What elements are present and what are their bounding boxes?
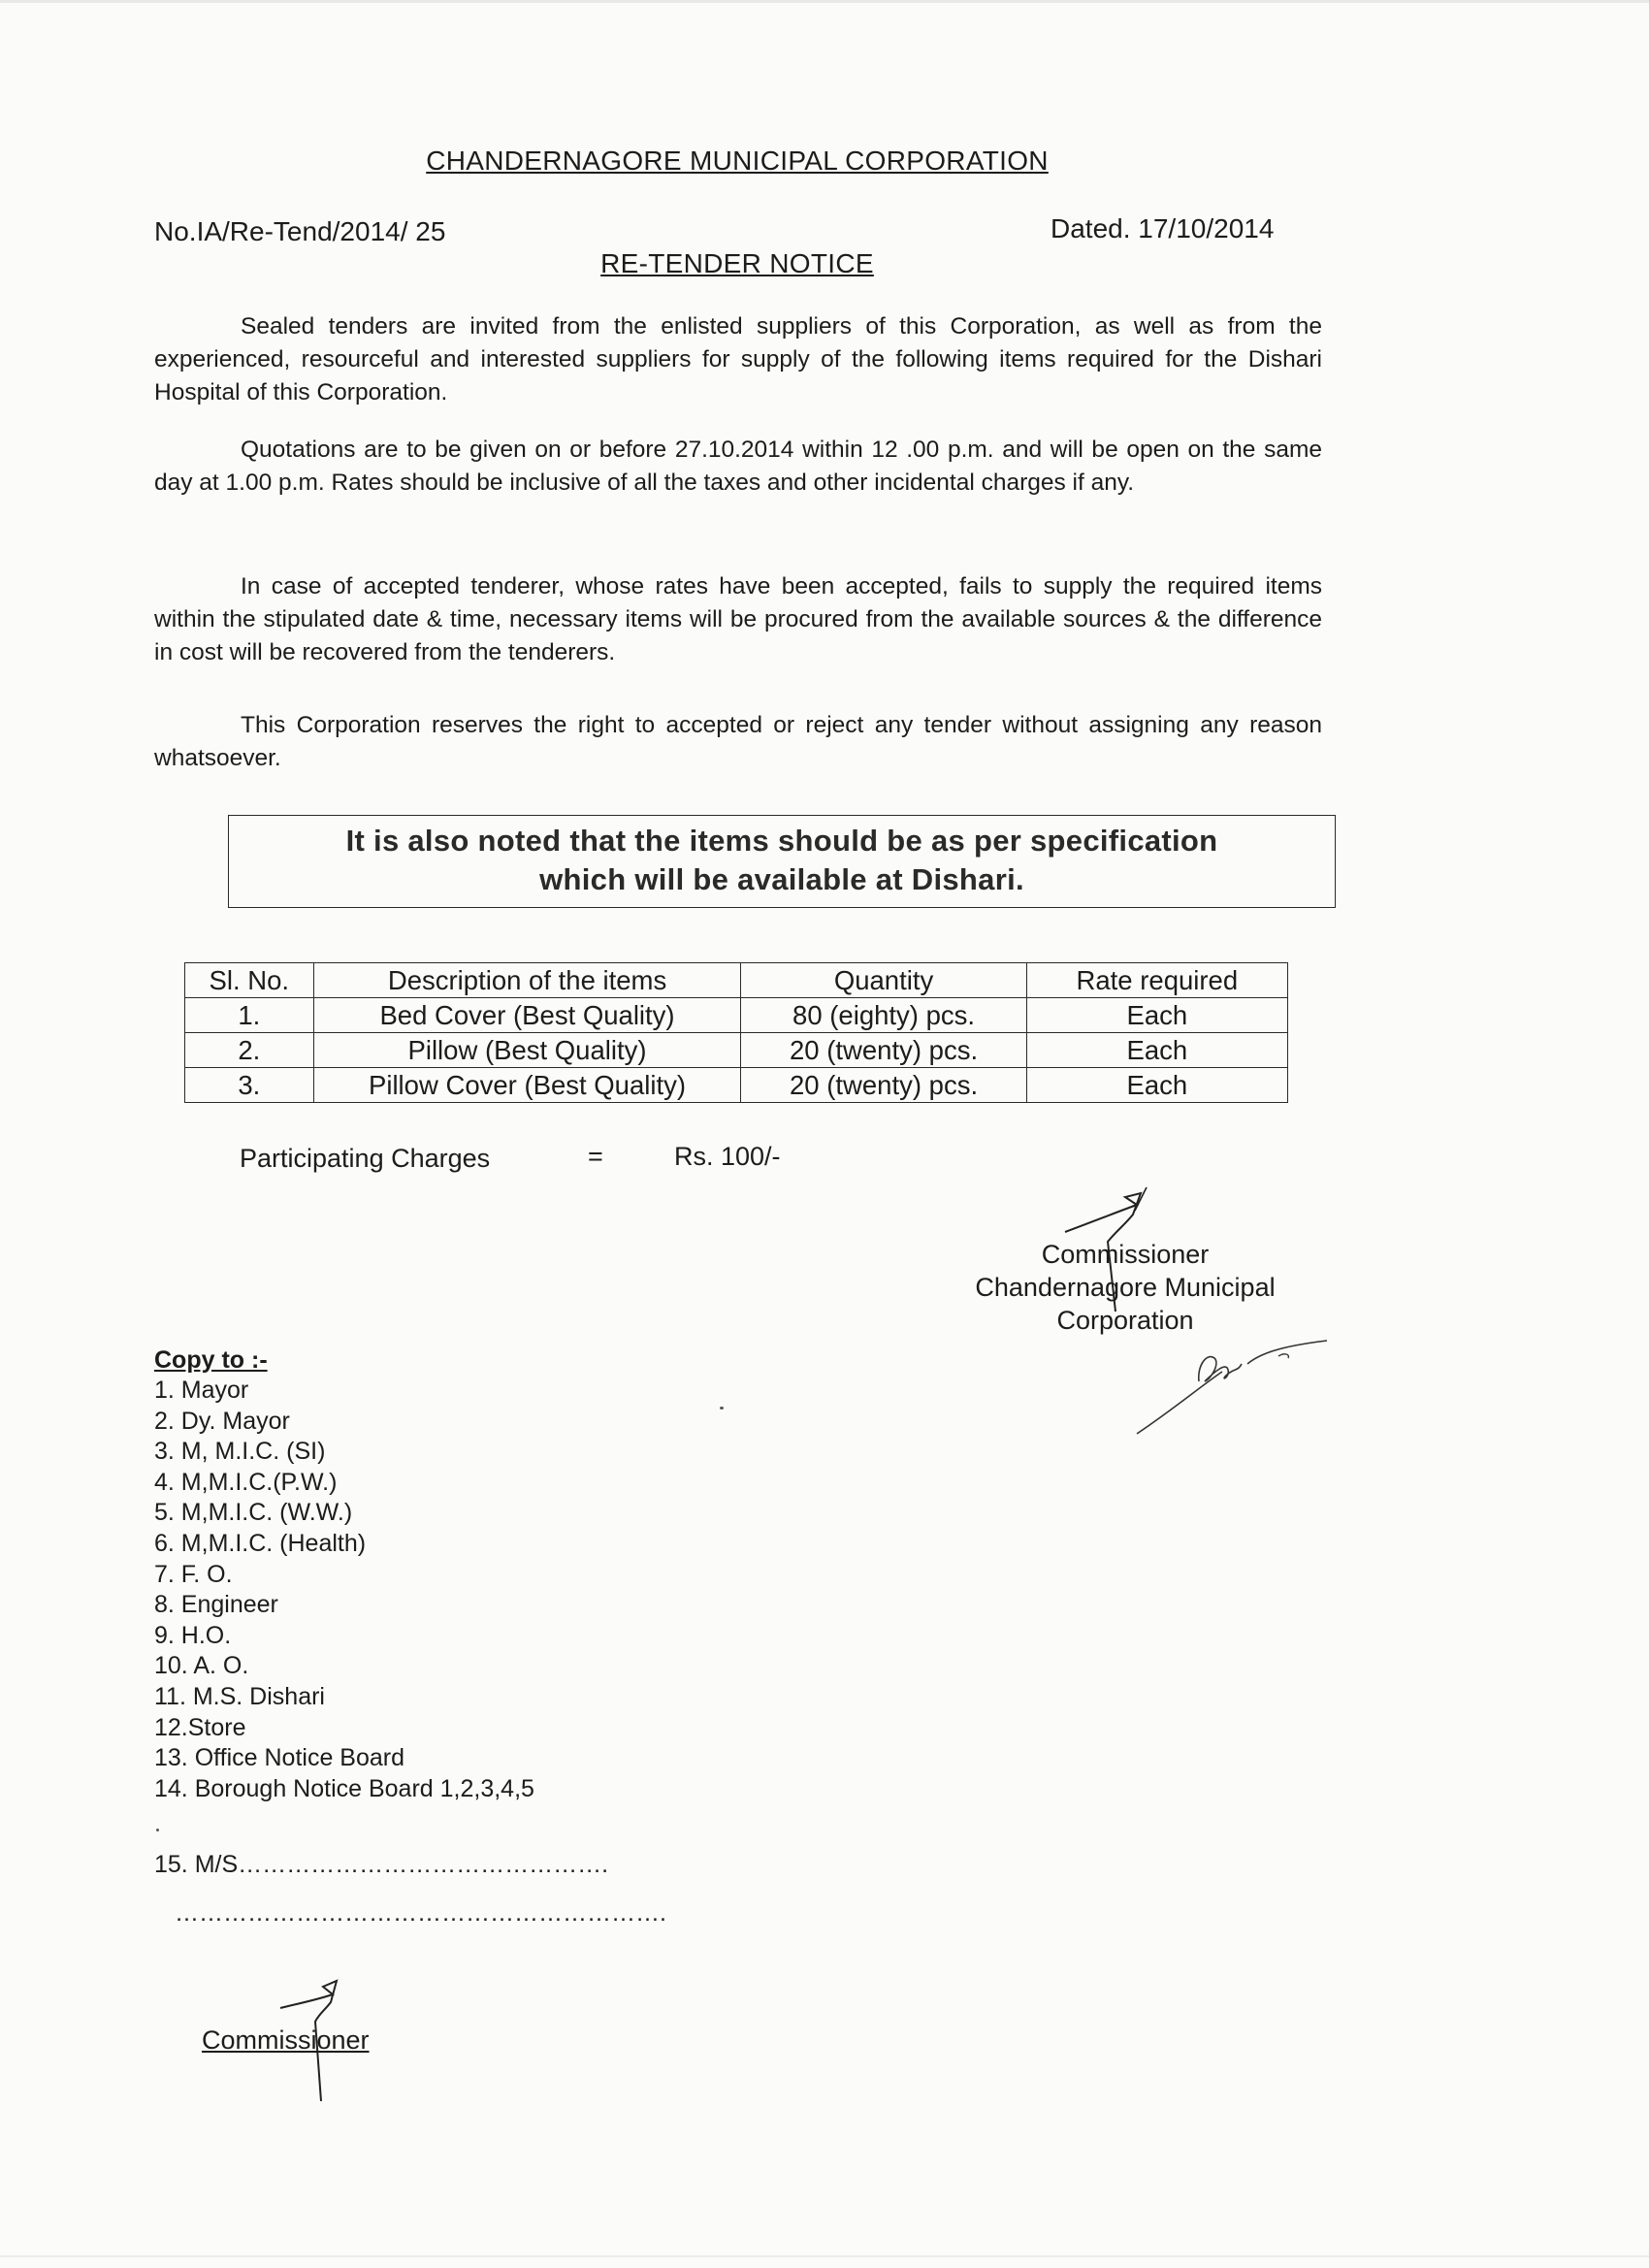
notice-title: RE-TENDER NOTICE: [600, 248, 874, 278]
header-description: Description of the items: [313, 963, 741, 998]
list-item: 14. Borough Notice Board 1,2,3,4,5: [154, 1774, 534, 1802]
header-rate: Rate required: [1026, 963, 1287, 998]
cell-rate: Each: [1026, 1033, 1287, 1068]
list-item: 7. F. O.: [154, 1560, 233, 1588]
initials-signature: [1133, 1333, 1332, 1440]
scan-edge-bottom: [0, 2255, 1649, 2257]
list-item: 6. M,M.I.C. (Health): [154, 1529, 367, 1557]
list-item: 13. Office Notice Board: [154, 1744, 405, 1772]
organization-title: CHANDERNAGORE MUNICIPAL CORPORATION: [426, 146, 1049, 176]
header-quantity: Quantity: [741, 963, 1026, 998]
scan-edge-top: [0, 0, 1649, 3]
cell-sl-no: 2.: [185, 1033, 314, 1068]
copy-to-dotted-line: …………………………………………………….: [175, 1899, 666, 1927]
specification-note-box: [228, 815, 1336, 908]
paragraph-failure-clause: In case of accepted tenderer, whose rates have been accepted, fails to supply the required items within the stipulated date & time, necessary items will be procured from the available sources & the difference in cost will be recovered from the tenderers.: [154, 573, 1322, 665]
paragraph-rights-reserved: This Corporation reserves the right to accepted or reject any tender without assigning any reason whatsoever.: [154, 712, 1322, 771]
items-table: [184, 962, 1288, 1103]
scan-speck: [156, 1829, 159, 1831]
cell-description: Pillow (Best Quality): [313, 1033, 741, 1068]
list-item: 3. M, M.I.C. (SI): [154, 1438, 326, 1466]
memo-number: No.IA/Re-Tend/2014/ 25: [154, 216, 446, 246]
cell-sl-no: 3.: [185, 1068, 314, 1103]
memo-date: Dated. 17/10/2014: [1051, 213, 1275, 243]
list-item: 11. M.S. Dishari: [154, 1682, 325, 1710]
participating-charges-label: Participating Charges: [240, 1144, 491, 1173]
cell-description: Bed Cover (Best Quality): [313, 998, 741, 1033]
list-item: 1. Mayor: [154, 1377, 249, 1404]
paragraph-quotation-deadline: Quotations are to be given on or before 27.10.2014 within 12 .00 p.m. and will be open on the same day at 1.00 p.m. Rates should be inclusive of all the taxes and other incidental charges if any.: [154, 437, 1322, 496]
signatory-block: [931, 1238, 1319, 1337]
table-row: [185, 1068, 1288, 1103]
copy-to-heading: Copy to :-: [154, 1346, 268, 1374]
signatory-title: Commissioner: [1041, 1240, 1210, 1269]
list-item: 10. A. O.: [154, 1652, 249, 1680]
list-item: 9. H.O.: [154, 1621, 232, 1649]
signatory-org-line-1: Chandernagore Municipal: [975, 1273, 1276, 1302]
header-sl-no: Sl. No.: [185, 963, 314, 998]
list-item: 5. M,M.I.C. (W.W.): [154, 1499, 353, 1527]
note-line-1: It is also noted that the items should be as per specification: [345, 824, 1218, 858]
cell-description: Pillow Cover (Best Quality): [313, 1068, 741, 1103]
list-item: 2. Dy. Mayor: [154, 1407, 290, 1435]
cell-rate: Each: [1026, 1068, 1287, 1103]
cell-rate: Each: [1026, 998, 1287, 1033]
note-line-2: which will be available at Dishari.: [539, 862, 1024, 896]
list-item: 12.Store: [154, 1713, 246, 1741]
list-item: 4. M,M.I.C.(P.W.): [154, 1468, 338, 1496]
table-header-row: [185, 963, 1288, 998]
participating-charges-equals: =: [588, 1142, 603, 1171]
cell-quantity: 20 (twenty) pcs.: [741, 1068, 1026, 1103]
cell-sl-no: 1.: [185, 998, 314, 1033]
list-item: 8. Engineer: [154, 1591, 278, 1619]
participating-charges-value: Rs. 100/-: [674, 1142, 781, 1171]
table-row: [185, 1033, 1288, 1068]
copy-to-item-15: 15. M/S……………………………………….: [154, 1851, 609, 1878]
cell-quantity: 80 (eighty) pcs.: [741, 998, 1026, 1033]
footer-commissioner-label: Commissioner: [202, 2025, 370, 2055]
paragraph-invitation: Sealed tenders are invited from the enlisted suppliers of this Corporation, as well as from the experienced, resourceful and interested suppliers for supply of the following items required for the Dishari Hospital of this Corporation.: [154, 313, 1322, 405]
copy-to-list: [154, 1376, 534, 1804]
scan-speck: [720, 1407, 724, 1409]
cell-quantity: 20 (twenty) pcs.: [741, 1033, 1026, 1068]
table-row: [185, 998, 1288, 1033]
signatory-org-line-2: Corporation: [1056, 1306, 1194, 1335]
